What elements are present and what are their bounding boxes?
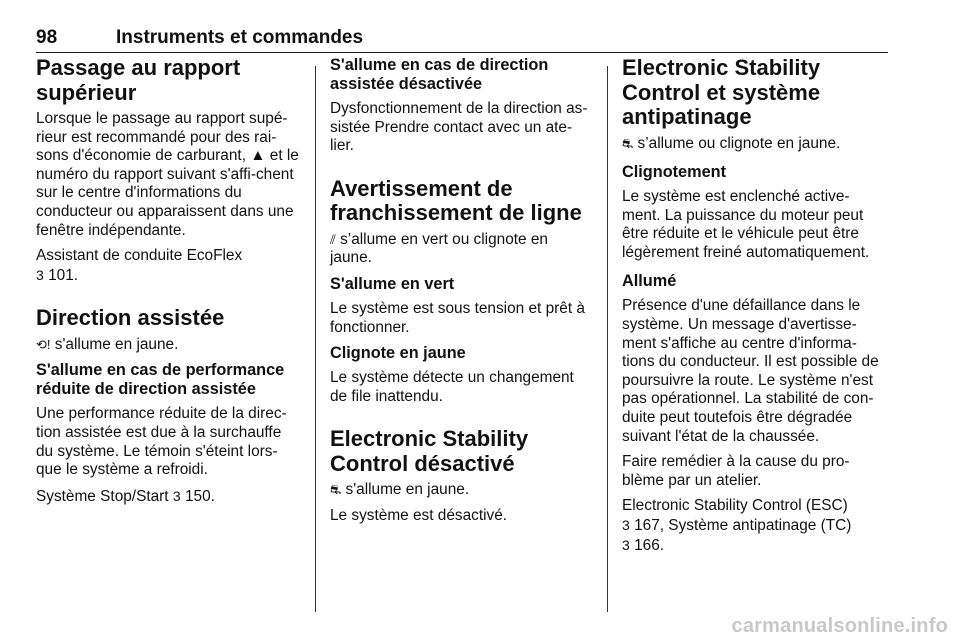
heading-steering-off: S'allume en cas de direction assistée désactivée	[330, 56, 549, 93]
page-ref-arrow-icon: 3	[622, 536, 630, 553]
page-ref-arrow-icon: 3	[172, 487, 181, 504]
page-number: 98	[36, 27, 58, 48]
power-steering-warning-icon: ⟲!	[36, 336, 51, 352]
column-3	[622, 56, 888, 612]
paragraph-flashes-yellow: Le système détecte un changement de file inattendu.	[330, 369, 574, 405]
paragraph-on: Présence d'une défaillance dans le système. Un message d'avertisse-ment s'affiche au centre d'informa-tions du conducteur. Il est possible de poursuivre la route. Le système n'est pas opérationnel. La stabilité de con-duite peut toutefois être dégradée suivant l'état de la chaussée.	[622, 297, 879, 445]
page-header	[36, 26, 888, 53]
esc-ref[interactable]: 167, Système antipatinage (TC)	[634, 517, 852, 534]
esc-off-icon: ⛐	[330, 482, 342, 498]
paragraph-steering-off: Dysfonctionnement de la direction as-sistée Prendre contact avec un ate-lier.	[330, 100, 588, 155]
column-1	[36, 56, 302, 612]
heading-on: Allumé	[622, 272, 677, 291]
column-divider	[607, 66, 608, 612]
heading-reduced-performance: S'allume en cas de performance réduite de direction assistée	[36, 361, 285, 399]
paragraph-stopstart-ref: Système Stop/Start 3 150.	[36, 487, 215, 505]
heading-flashing: Clignotement	[622, 163, 727, 182]
heading-esc-traction: Electronic Stability Control et système antipatinage	[622, 55, 821, 129]
paragraph-shift-up: Lorsque le passage au rapport supé-rieur est recommandé pour des rai-sons d'économie de carburant, ▲ et le numéro du rapport suivant s'affi-chent sur le centre d'informations du conducteur ou apparaissent dans une fenêtre indépendante.	[36, 110, 299, 239]
section-title: Instruments et commandes	[116, 27, 364, 48]
watermark: carmanualsonline.info	[731, 615, 948, 637]
paragraph-power-steering: ⟲! s'allume en jaune.	[36, 335, 179, 353]
paragraph-esc-traction: ⛐ s’allume ou clignote en jaune.	[622, 134, 841, 152]
paragraph-esc-off-1: ⛐ s'allume en jaune.	[330, 481, 470, 499]
column-2	[330, 56, 592, 612]
stopstart-ref[interactable]: 150.	[184, 487, 215, 505]
paragraph-repair: Faire remédier à la cause du pro-blème par un atelier.	[622, 453, 850, 489]
heading-power-steering: Direction assistée	[36, 305, 225, 331]
paragraph-esc-off-2: Le système est désactivé.	[330, 506, 508, 524]
paragraph-ecoflex-ref	[36, 247, 302, 285]
tc-ref[interactable]: 166.	[634, 536, 665, 554]
lane-departure-icon: ⫽	[330, 231, 336, 247]
heading-lane-departure: Avertissement de franchissement de ligne	[330, 175, 582, 226]
page-ref-arrow-icon: 3	[36, 266, 44, 283]
heading-esc-off: Electronic Stability Control désactivé	[330, 426, 529, 476]
paragraph-lights-green: Le système est sous tension et prêt à fonctionner.	[330, 299, 585, 336]
page-ref-arrow-icon: 3	[622, 517, 630, 533]
ecoflex-ref[interactable]: 101.	[48, 266, 79, 284]
paragraph-lane-departure: ⫽ s’allume en vert ou clignote en jaune.	[330, 230, 548, 267]
esc-icon: ⛐	[622, 135, 634, 151]
ecoflex-text: Assistant de conduite EcoFlex	[36, 247, 243, 265]
column-divider	[315, 66, 316, 612]
paragraph-flashing: Le système est enclenché active-ment. La puissance du moteur peut être réduite et le véhicule peut être légèrement freiné automatiquement.	[622, 188, 870, 261]
heading-lights-green: S'allume en vert	[330, 274, 455, 293]
heading-shift-up: Passage au rapport supérieur	[36, 55, 241, 105]
paragraph-esc-refs: Electronic Stability Control (ESC) 3 167, Système antipatinage (TC) 3 166.	[622, 497, 852, 554]
paragraph-reduced-performance: Une performance réduite de la direc-tion assistée est due à la surchauffe du système. Le témoin s'éteint lors-que le système a refroidi.	[36, 405, 287, 479]
heading-flashes-yellow: Clignote en jaune	[330, 344, 466, 363]
